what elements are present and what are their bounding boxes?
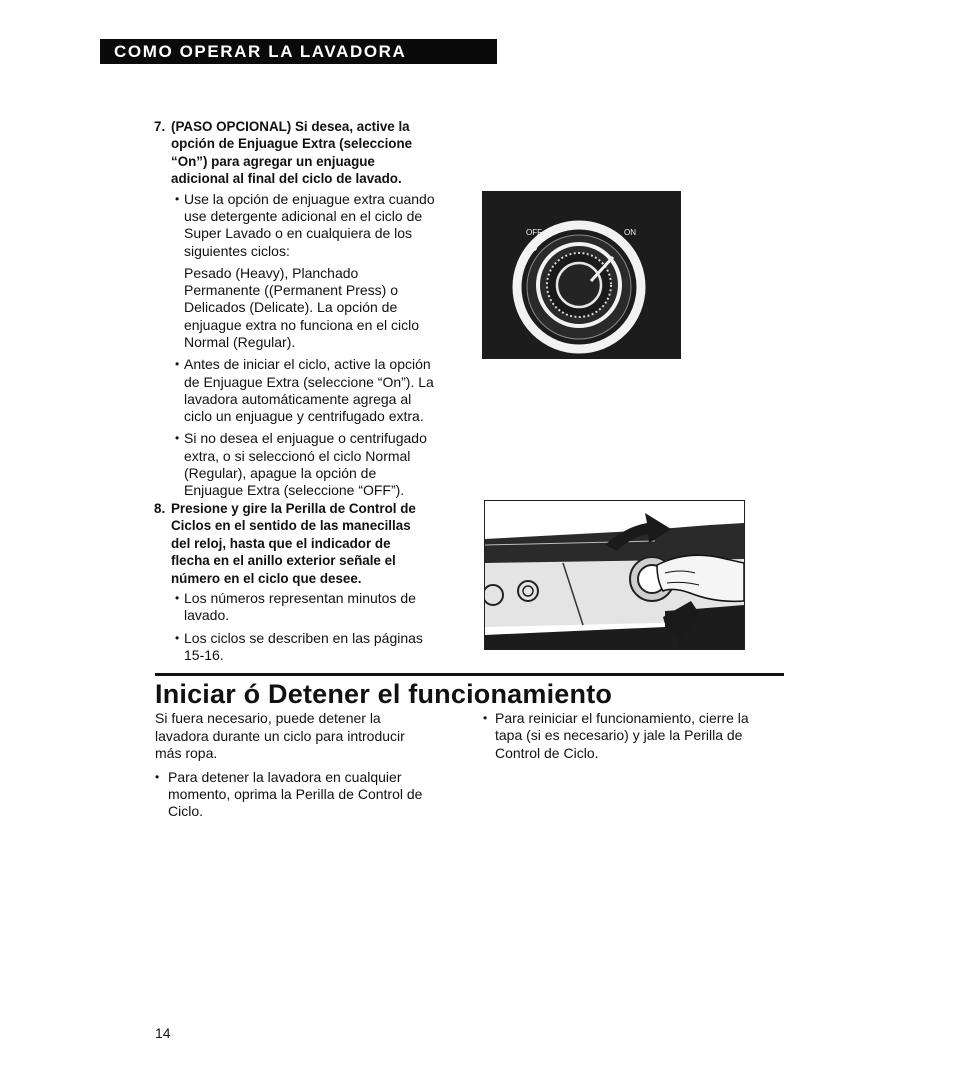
step-8-title-line: número en el ciclo que desee. (171, 570, 362, 586)
text-line: Delicados (Delicate). La opción de (184, 299, 398, 316)
cycle-knob-turn-icon (485, 501, 744, 649)
text-line: Super Lavado o en cualquiera de los (184, 225, 413, 242)
bullet-dot: • (483, 711, 488, 725)
text-line: momento, oprima la Perilla de Control de (168, 786, 423, 803)
step-8-title (155, 500, 460, 587)
cycle-knob-figure (484, 500, 745, 650)
step-7-bullet-3 (155, 430, 460, 499)
text-line: (Regular), apague la opción de (184, 465, 377, 482)
section-right-column (483, 710, 783, 762)
text-line: Use la opción de enjuague extra cuando (184, 190, 435, 207)
text-line: 15-16. (184, 646, 224, 663)
step-7-title-line: opción de Enjuague Extra (seleccione (171, 136, 413, 152)
step-7 (155, 118, 460, 500)
text-line: de Enjuague Extra (seleccione “On”). La (184, 373, 434, 390)
step-8 (155, 500, 460, 664)
restart-bullet (483, 710, 783, 762)
extra-rinse-dial-icon (482, 191, 681, 359)
bullet-dot: • (155, 769, 160, 784)
section-header-title: COMO OPERAR LA LAVADORA (114, 42, 407, 61)
text-line: Enjuague Extra (seleccione “OFF”). (184, 482, 405, 499)
bullet-dot: • (175, 630, 180, 645)
text-line: lavado. (184, 607, 230, 624)
bullet-dot: • (175, 591, 180, 606)
text-line: Ciclo. (168, 803, 204, 820)
step-7-bullet-2 (155, 356, 460, 425)
text-line: Control de Ciclo. (495, 744, 599, 761)
step-8-title-line: Presione y gire la Perilla de Control de (171, 501, 416, 516)
step-8-title-line: flecha en el anillo exterior señale el (171, 553, 396, 569)
text-line: Para detener la lavadora en cualquier (168, 768, 402, 785)
step-8-bullet-2 (155, 630, 460, 665)
text-line: Si no desea el enjuague o centrifugado (184, 430, 427, 447)
text-line: tapa (si es necesario) y jale la Perilla de (495, 727, 743, 744)
step-7-bullet-1 (155, 191, 460, 260)
step-7-number: 7. (154, 119, 166, 134)
text-line: Permanente ((Permanent Press) o (184, 282, 398, 299)
step-7-title-line: (PASO OPCIONAL) Si desea, active la (171, 119, 410, 134)
step-7-bullet-1-continued (155, 265, 460, 351)
bullet-dot: • (175, 357, 180, 372)
text-line: siguientes ciclos: (184, 242, 290, 259)
section-intro (155, 710, 465, 763)
text-line: enjuague extra no funciona en el ciclo (184, 316, 420, 333)
page-number: 14 (155, 1025, 171, 1041)
bullet-dot: • (175, 431, 180, 446)
step-7-title (155, 118, 460, 188)
step-8-bullet-1 (155, 590, 460, 625)
text-line: ciclo un enjuague y centrifugado extra. (184, 408, 424, 425)
step-8-number: 8. (154, 501, 166, 516)
text-line: Si fuera necesario, puede detener la (155, 710, 381, 726)
dial-on-label: ON (624, 228, 636, 237)
text-line: Los ciclos se describen en las páginas (184, 629, 423, 646)
text-line: extra, o si seleccionó el ciclo Normal (184, 447, 411, 464)
stop-bullet (155, 769, 465, 821)
text-line: Pesado (Heavy), Planchado (184, 264, 359, 281)
section-header-bar (100, 39, 497, 64)
step-7-title-line: “On”) para agregar un enjuague (171, 153, 375, 169)
text-line: Normal (Regular). (184, 334, 296, 350)
bullet-dot: • (175, 191, 180, 206)
text-line: Antes de iniciar el ciclo, active la opción (184, 356, 431, 373)
text-line: lavadora durante un ciclo para introducir (155, 727, 405, 744)
section-left-column (155, 710, 465, 821)
section-title: Iniciar ó Detener el funcionamiento (155, 679, 613, 709)
extra-rinse-dial-figure (482, 191, 681, 359)
text-line: lavadora automáticamente agrega al (184, 390, 412, 407)
text-line: más ropa. (155, 745, 218, 762)
text-line: use detergente adicional en el ciclo de (184, 207, 423, 224)
text-line: Los números representan minutos de (184, 590, 416, 607)
step-8-title-line: Ciclos en el sentido de las manecillas (171, 518, 411, 534)
step-7-title-line: adicional al final del ciclo de lavado. (171, 171, 402, 187)
section-divider (155, 673, 784, 676)
dial-off-label: OFF (526, 228, 542, 237)
text-line: Para reiniciar el funcionamiento, cierre la (495, 710, 749, 726)
step-8-title-line: del reloj, hasta que el indicador de (171, 535, 391, 551)
